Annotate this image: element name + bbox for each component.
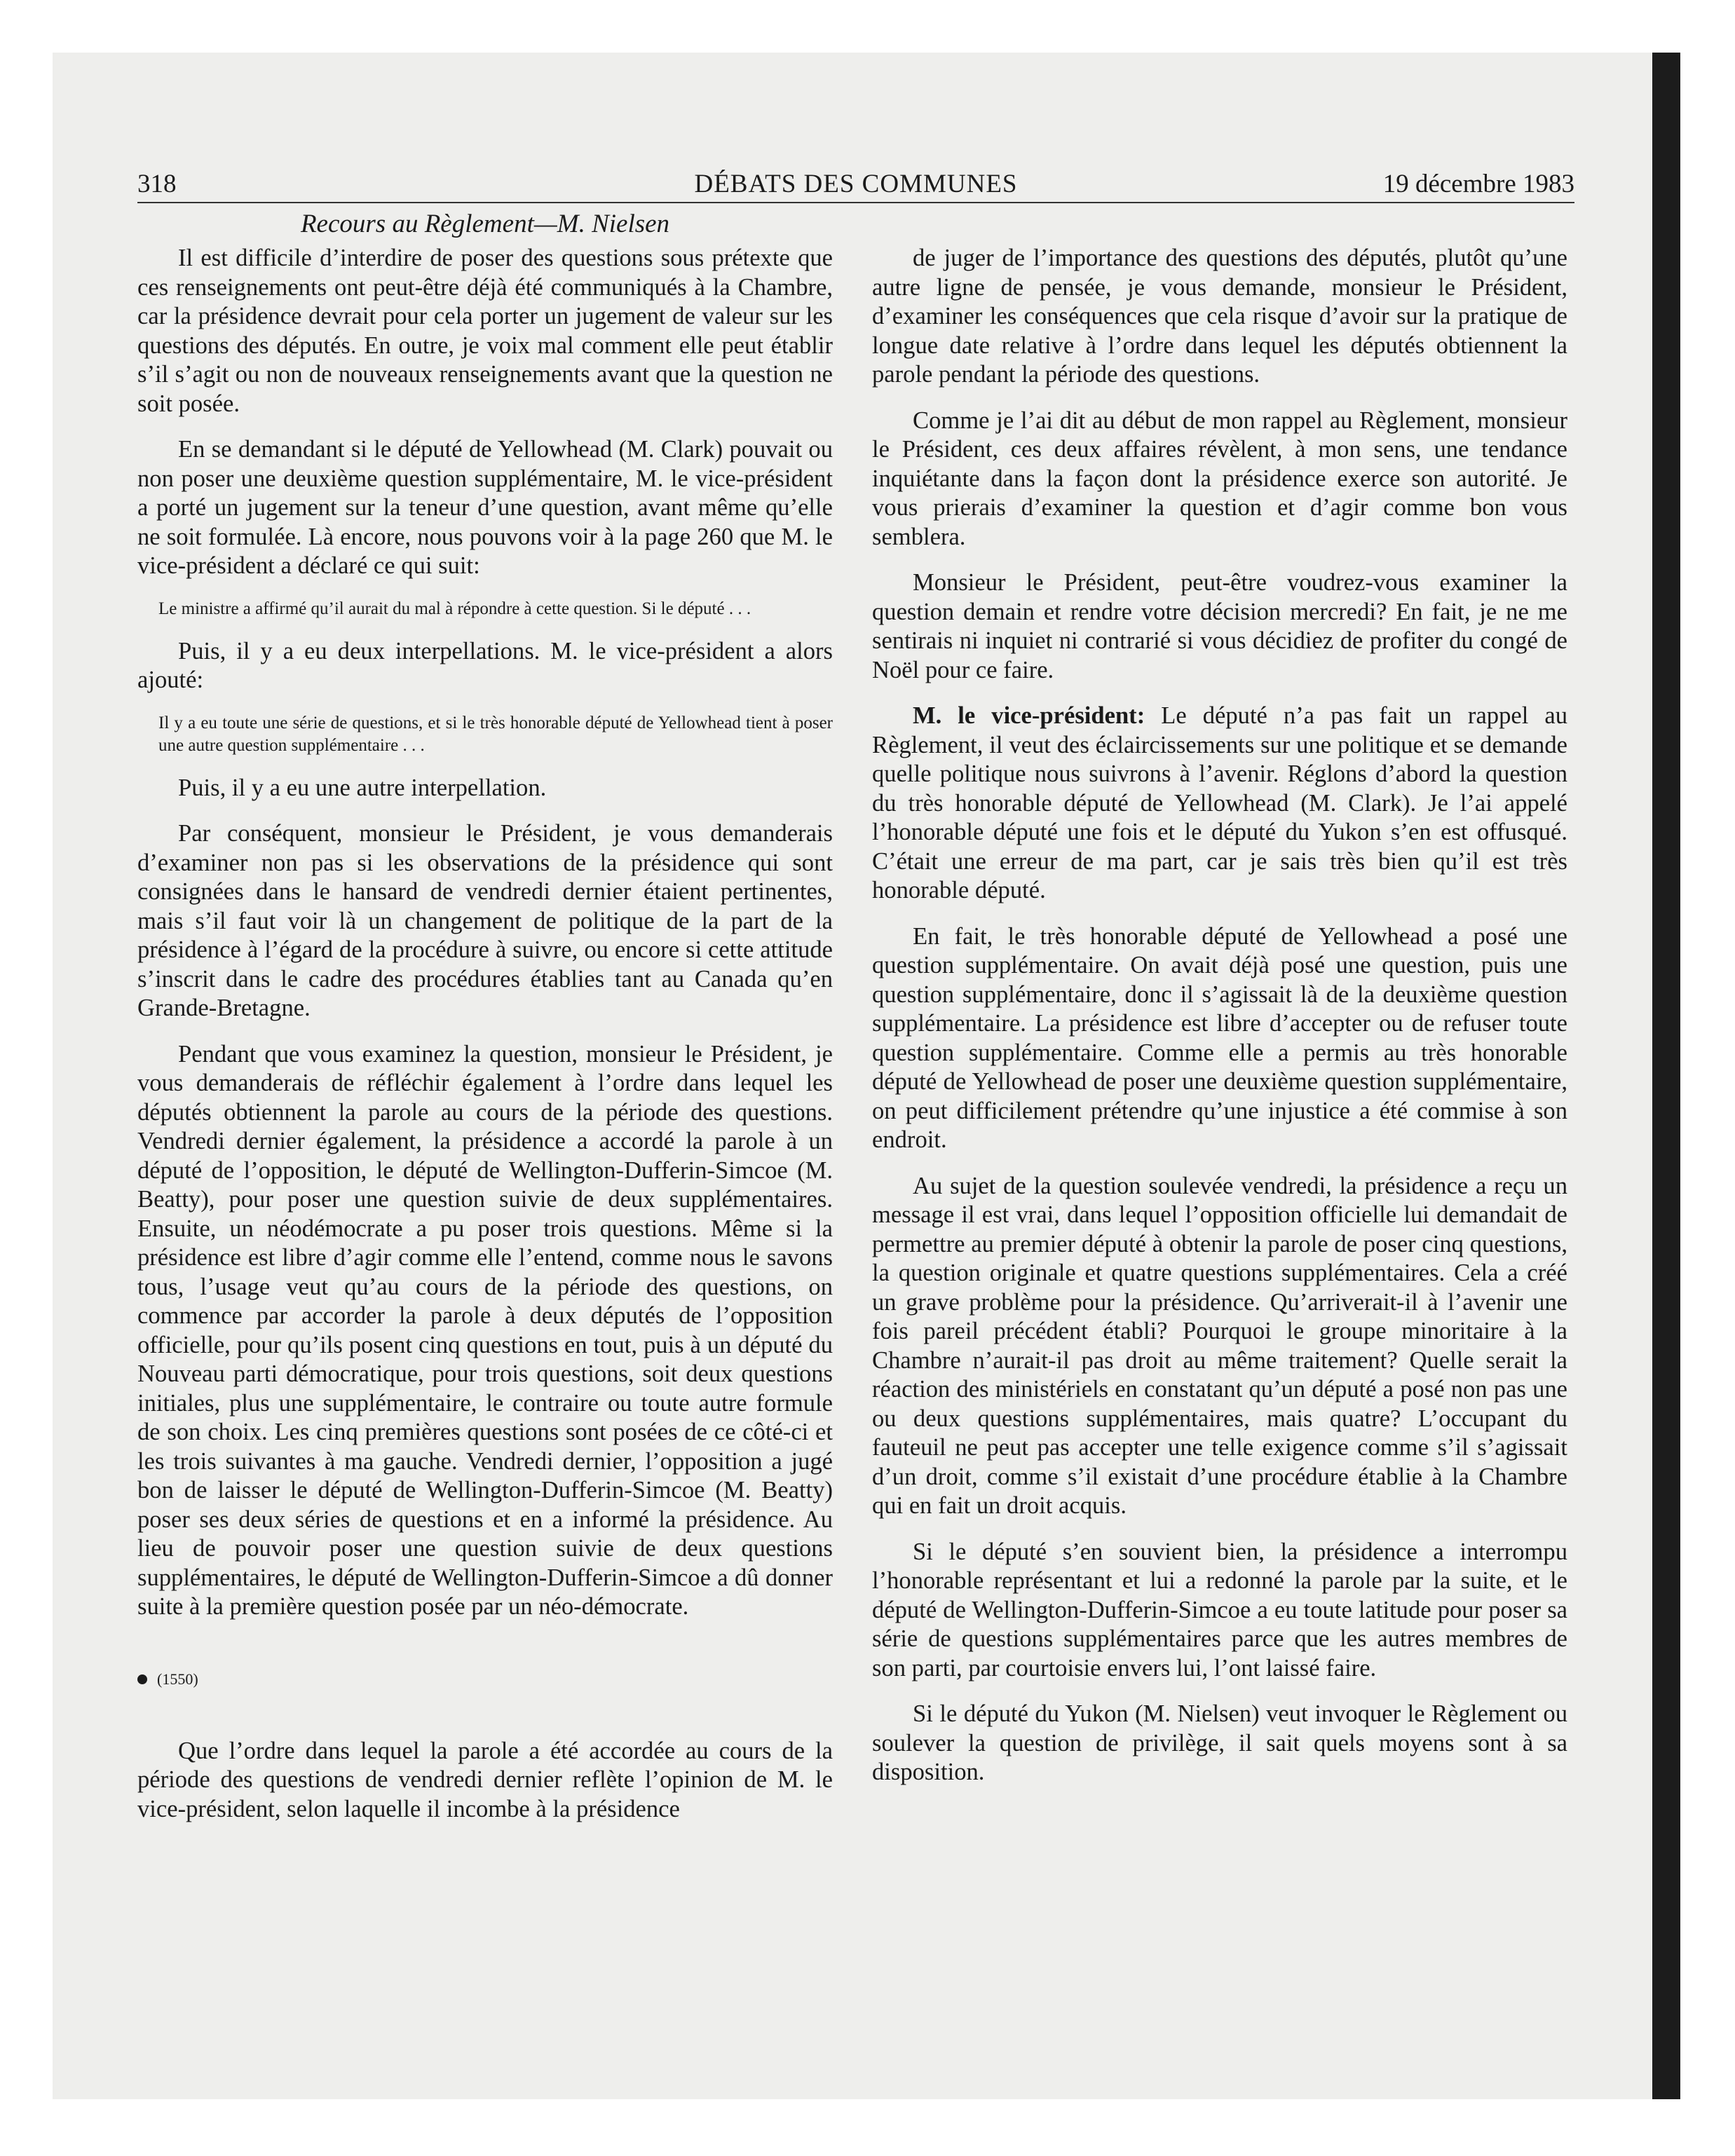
paragraph: Si le député du Yukon (M. Nielsen) veut invoquer le Règlement ou soulever la question de privilège, il sait quels moyens sont à sa disposition. <box>872 1700 1567 1785</box>
right-column <box>872 244 1567 1787</box>
paragraph: de juger de l’importance des questions des députés, plutôt qu’une autre ligne de pensée, je vous demande, monsieur le Président, d’examiner les conséquences que cela risque d’avoir sur la pratique de longue date relative à l’ordre dans lequel les députés obtiennent la parole pendant la période des questions. <box>872 245 1567 388</box>
page-number: 318 <box>137 170 177 198</box>
paragraph: En se demandant si le député de Yellowhead (M. Clark) pouvait ou non poser une deuxième question supplémentaire, M. le vice-président a porté un jugement sur la teneur d’une question, avant même qu’elle ne soit formulée. Là encore, nous pouvons voir à la page 260 que M. le vice-président a déclaré ce qui suit: <box>137 436 833 579</box>
running-head <box>137 163 1574 203</box>
paragraph: En fait, le très honorable député de Yellowhead a posé une question supplémentaire. On avait déjà posé une question, puis une question supplémentaire, donc il s’agissait là de la deuxième question supplémentaire. La présidence est libre d’accepter ou de refuser toute question supplémentaire. Comme elle a permis au très honorable député de Yellowhead de poser une deuxième question supplémentaire, on peut difficilement prétendre qu’une injustice a été commise à son endroit. <box>872 922 1567 1153</box>
speaker-name: M. le vice-président: <box>913 702 1145 729</box>
page-date: 19 décembre 1983 <box>1382 170 1574 198</box>
speech-text: Le député n’a pas fait un rappel au Règlement, il veut des éclaircissements sur une politique et se demande quelle politique nous suivrons à l’avenir. Réglons d’abord la question du très honorable député de Yellowhead (M. Clark). Je l’ai appelé l’honorable député une fois et le député du Yukon s’en est offusqué. C’était une erreur de ma part, car je sais très bien qu’il est très honorable député. <box>872 702 1567 903</box>
paragraph: Comme je l’ai dit au début de mon rappel au Règlement, monsieur le Président, ces deux affaires révèlent, à mon sens, une tendance inquiétante dans la façon dont la présidence exerce son autorité. Je vous prierais d’examiner la question et d’agir comme bon vous semblera. <box>872 407 1567 550</box>
paragraph: Que l’ordre dans lequel la parole a été accordée au cours de la période des questions de vendredi dernier reflète l’opinion de M. le vice-président, selon laquelle il incombe à la présidence <box>137 1737 833 1822</box>
paragraph: Puis, il y a eu une autre interpellation. <box>178 774 547 801</box>
paragraph: Par conséquent, monsieur le Président, je vous demanderais d’examiner non pas si les observations de la présidence qui sont consignées dans le hansard de vendredi dernier étaient pertinentes, mais s’il faut voir là un changement de politique de la part de la présidence à l’égard de la procédure à suivre, ou encore si cette attitude s’inscrit dans le cadre des procédures établies tant au Canada qu’en Grande-Bretagne. <box>137 820 833 1021</box>
paragraph: Monsieur le Président, peut-être voudrez-vous examiner la question demain et rendre votre décision mercredi? En fait, je ne me sentirais ni inquiet ni contrarié si vous décidiez de profiter du congé de Noël pour ce faire. <box>872 569 1567 683</box>
paragraph: Pendant que vous examinez la question, monsieur le Président, je vous demanderais de réfléchir également à l’ordre dans lequel les députés obtiennent la parole au cours de la période des questions. Vendredi dernier également, la présidence a accordé la parole à un député de l’opposition, le député de Wellington-Dufferin-Simcoe (M. Beatty), pour poser une question suivie de deux supplémentaires. Ensuite, un néodémocrate a pu poser trois questions. Même si la présidence est libre d’agir comme elle l’entend, comme nous le savons tous, l’usage veut qu’au cours de la période des questions, on commence par accorder la parole à deux députés de l’opposition officielle, pour qu’ils posent cinq questions en tout, puis à un député du Nouveau parti démocratique, pour trois questions, soit deux questions initiales, plus une supplémentaire, le contraire ou toute autre formule de son choix. Les cinq premières questions sont posées de ce côté-ci et les trois suivantes à ma gauche. Vendredi dernier, l’opposition a jugé bon de laisser le député de Wellington-Dufferin-Simcoe (M. Beatty) poser ses deux séries de questions et en a informé la présidence. Au lieu de pouvoir poser une question suivie de deux questions supplémentaires, le député de Wellington-Dufferin-Simcoe a dû donner suite à la première question posée par un néo-démocrate. <box>137 1040 833 1620</box>
section-heading: Recours au Règlement—M. Nielsen <box>300 210 670 238</box>
bullet-icon <box>137 1674 147 1684</box>
scan-edge-bar <box>1652 53 1680 2099</box>
left-column <box>137 244 833 1824</box>
paragraph: Au sujet de la question soulevée vendredi, la présidence a reçu un message il est vrai, dans lequel l’opposition officielle lui demandait de permettre au premier député à obtenir la parole de poser cinq questions, la question originale et quatre questions supplémentaires. Cela a créé un grave problème pour la présidence. Qu’arriverait-il à l’avenir une fois pareil précédent établi? Pourquoi le groupe minoritaire à la Chambre n’aurait-il pas droit au même traitement? Quelle serait la réaction des ministériels en constatant qu’un député a posé non pas une ou deux questions supplémentaires, mais quatre? L’occupant du fauteuil ne peut pas accepter une telle exigence comme s’il s’agissait d’un droit, comme s’il existait d’une procédure établie à la Chambre qui en fait un droit acquis. <box>872 1172 1567 1519</box>
paragraph: Si le député s’en souvient bien, la présidence a interrompu l’honorable représentant et lui a redonné la parole par la suite, et le député de Wellington-Dufferin-Simcoe a eu toute latitude pour poser sa série de questions supplémentaires parce que les autres membres de son parti, par courtoisie envers lui, l’ont laissé faire. <box>872 1538 1567 1681</box>
paragraph: Il est difficile d’interdire de poser des questions sous prétexte que ces renseignements ont peut-être déjà été communiqués à la Chambre, car la présidence devrait pour cela porter un jugement de valeur sur les questions des députés. En outre, je voix mal comment elle peut établir s’il s’agit ou non de nouveaux renseignements avant que la question ne soit posée. <box>137 245 833 417</box>
time-marker-label: (1550) <box>157 1670 198 1688</box>
block-quote: Il y a eu toute une série de questions, et si le très honorable député de Yellowhead tient à poser une autre question supplémentaire . . . <box>158 713 833 755</box>
paragraph: Puis, il y a eu deux interpellations. M. le vice-président a alors ajouté: <box>137 637 833 693</box>
paragraph <box>872 702 1567 906</box>
block-quote: Le ministre a affirmé qu’il aurait du mal à répondre à cette question. Si le député . . . <box>158 599 751 618</box>
publication-title: DÉBATS DES COMMUNES <box>694 170 1018 198</box>
time-marker <box>137 1667 833 1692</box>
